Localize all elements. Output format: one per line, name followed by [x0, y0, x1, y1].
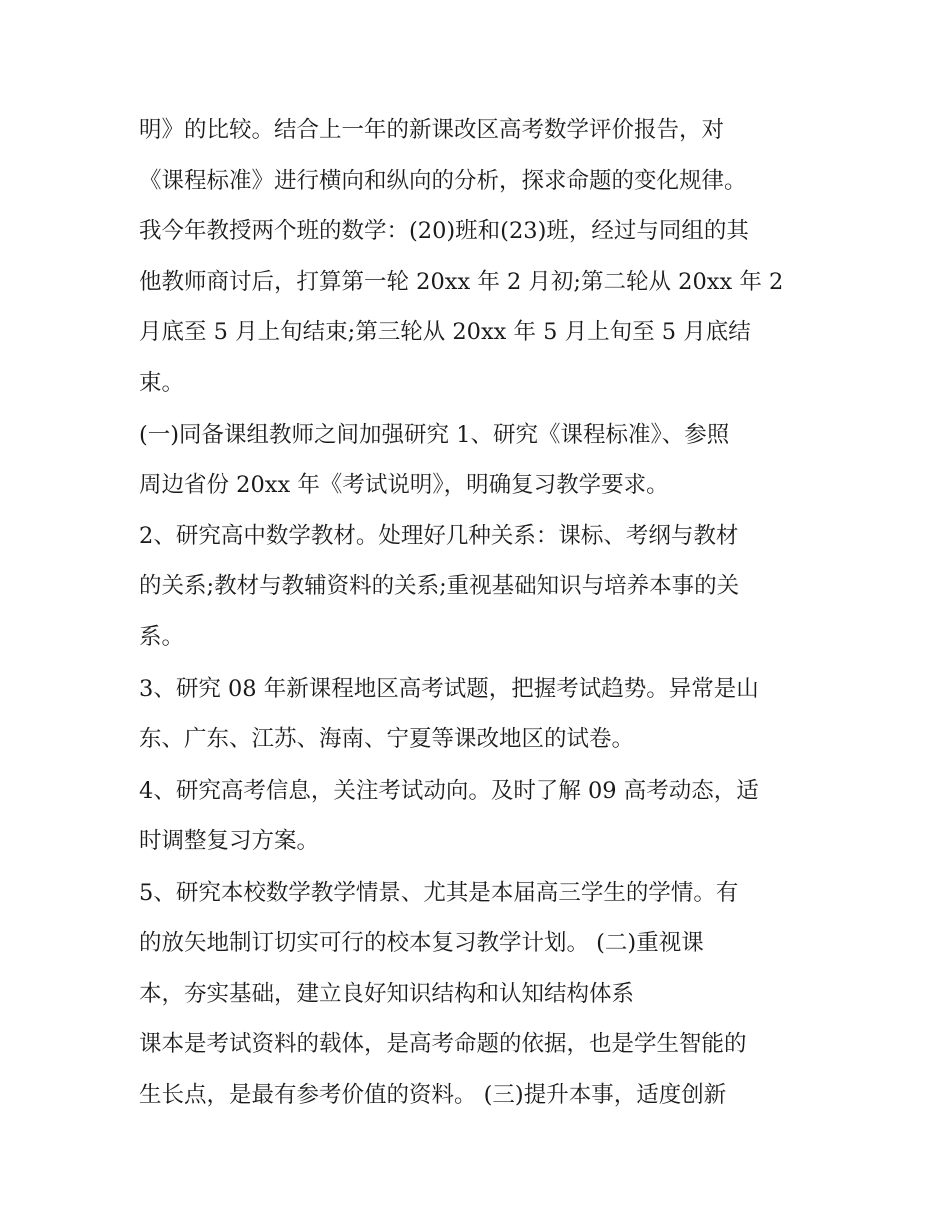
text-line: 2、研究高中数学教材。处理好几种关系：课标、考纲与教材: [139, 523, 739, 549]
text-line: 的关系;教材与教辅资料的关系;重视基础知识与培养本事的关: [139, 573, 740, 599]
text-line: 时调整复习方案。: [139, 828, 320, 854]
text-line: 课本是考试资料的载体，是高考命题的依据，也是学生智能的: [139, 1031, 747, 1057]
text-line: 周边省份 20xx 年《考试说明》，明确复习教学要求。: [139, 472, 669, 498]
text-line: 我今年教授两个班的数学：(20)班和(23)班，经过与同组的其: [139, 218, 749, 244]
text-line: 本，夯实基础，建立良好知识结构和认知结构体系: [139, 981, 635, 1007]
text-line: 《课程标准》进行横向和纵向的分析，探求命题的变化规律。: [139, 168, 747, 194]
text-line: 生长点，是最有参考价值的资料。 (三)提升本事，适度创新: [139, 1082, 727, 1108]
text-line: 东、广东、江苏、海南、宁夏等课改地区的试卷。: [139, 726, 635, 752]
text-line: 束。: [139, 370, 185, 396]
text-line: 5、研究本校数学教学情景、尤其是本届高三学生的学情。有: [139, 880, 739, 906]
text-line: (一)同备课组教师之间加强研究 1、研究《课程标准》、参照: [139, 422, 730, 448]
text-line: 明》的比较。结合上一年的新课改区高考数学评价报告，对: [139, 117, 725, 143]
text-line: 月底至 5 月上旬结束;第三轮从 20xx 年 5 月上旬至 5 月底结: [139, 319, 751, 345]
text-line: 他教师商讨后，打算第一轮 20xx 年 2 月初;第二轮从 20xx 年 2: [139, 269, 784, 295]
text-line: 4、研究高考信息，关注考试动向。及时了解 09 高考动态，适: [139, 778, 759, 804]
text-line: 3、研究 08 年新课程地区高考试题，把握考试趋势。异常是山: [139, 676, 759, 702]
text-line: 系。: [139, 624, 185, 650]
text-line: 的放矢地制订切实可行的校本复习教学计划。 (二)重视课: [139, 930, 704, 956]
